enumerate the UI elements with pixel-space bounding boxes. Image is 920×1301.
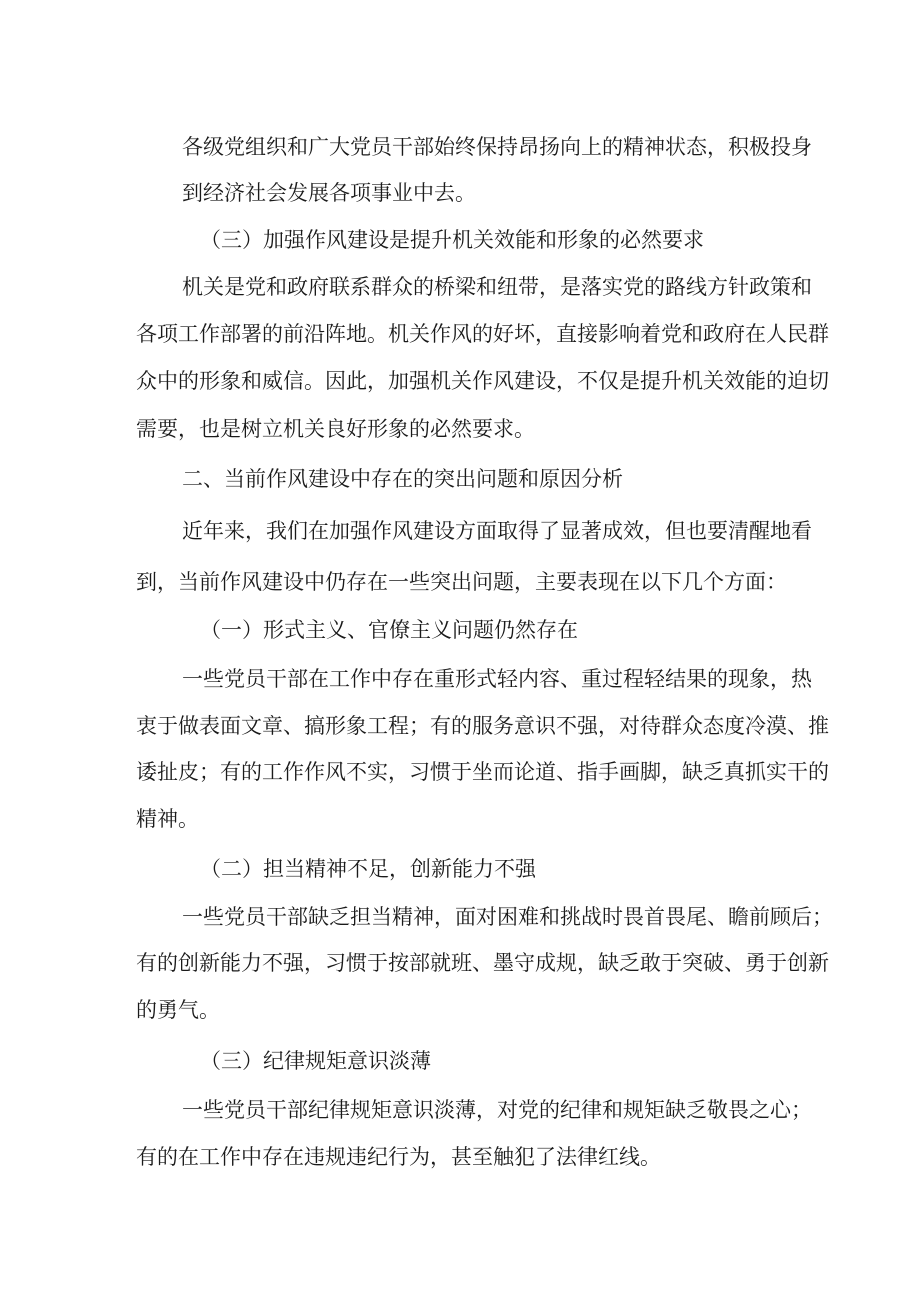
paragraph-2-line-2: 各项工作部署的前沿阵地。机关作风的好坏，直接影响着党和政府在人民群 bbox=[136, 322, 829, 346]
chapter-heading-2-problems: 二、当前作风建设中存在的突出问题和原因分析 bbox=[182, 467, 623, 491]
paragraph-2-line-3: 众中的形象和威信。因此，加强机关作风建设，不仅是提升机关效能的迫切 bbox=[136, 369, 829, 393]
paragraph-6-line-1: 一些党员干部纪律规矩意识淡薄，对党的纪律和规矩缺乏敬畏之心； bbox=[182, 1098, 812, 1122]
paragraph-4-line-4: 精神。 bbox=[136, 807, 199, 831]
paragraph-2-line-4: 需要，也是树立机关良好形象的必然要求。 bbox=[136, 417, 535, 441]
paragraph-6-line-2: 有的在工作中存在违规违纪行为，甚至触犯了法律红线。 bbox=[136, 1145, 661, 1169]
section-heading-3-efficiency: （三）加强作风建设是提升机关效能和形象的必然要求 bbox=[200, 228, 704, 252]
paragraph-5-line-1: 一些党员干部缺乏担当精神，面对困难和挑战时畏首畏尾、瞻前顾后； bbox=[182, 905, 833, 929]
section-heading-1-formalism: （一）形式主义、官僚主义问题仍然存在 bbox=[200, 618, 578, 642]
paragraph-5-line-2: 有的创新能力不强，习惯于按部就班、墨守成规，缺乏敢于突破、勇于创新 bbox=[136, 951, 829, 975]
paragraph-4-line-2: 衷于做表面文章、搞形象工程；有的服务意识不强，对待群众态度冷漠、推 bbox=[136, 714, 829, 738]
paragraph-3-line-1: 近年来，我们在加强作风建设方面取得了显著成效，但也要清醒地看 bbox=[182, 519, 812, 543]
paragraph-1-line-2: 到经济社会发展各项事业中去。 bbox=[182, 181, 476, 205]
section-heading-3-discipline: （三）纪律规矩意识淡薄 bbox=[200, 1049, 431, 1073]
paragraph-3-line-2: 到，当前作风建设中仍存在一些突出问题，主要表现在以下几个方面： bbox=[136, 570, 787, 594]
paragraph-2-line-1: 机关是党和政府联系群众的桥梁和纽带，是落实党的路线方针政策和 bbox=[182, 275, 812, 299]
paragraph-4-line-3: 诿扯皮；有的工作作风不实，习惯于坐而论道、指手画脚，缺乏真抓实干的 bbox=[136, 760, 829, 784]
paragraph-1-line-1: 各级党组织和广大党员干部始终保持昂扬向上的精神状态，积极投身 bbox=[182, 135, 812, 159]
paragraph-5-line-3: 的勇气。 bbox=[136, 998, 220, 1022]
paragraph-4-line-1: 一些党员干部在工作中存在重形式轻内容、重过程轻结果的现象，热 bbox=[182, 667, 812, 691]
section-heading-2-responsibility: （二）担当精神不足，创新能力不强 bbox=[200, 857, 536, 881]
